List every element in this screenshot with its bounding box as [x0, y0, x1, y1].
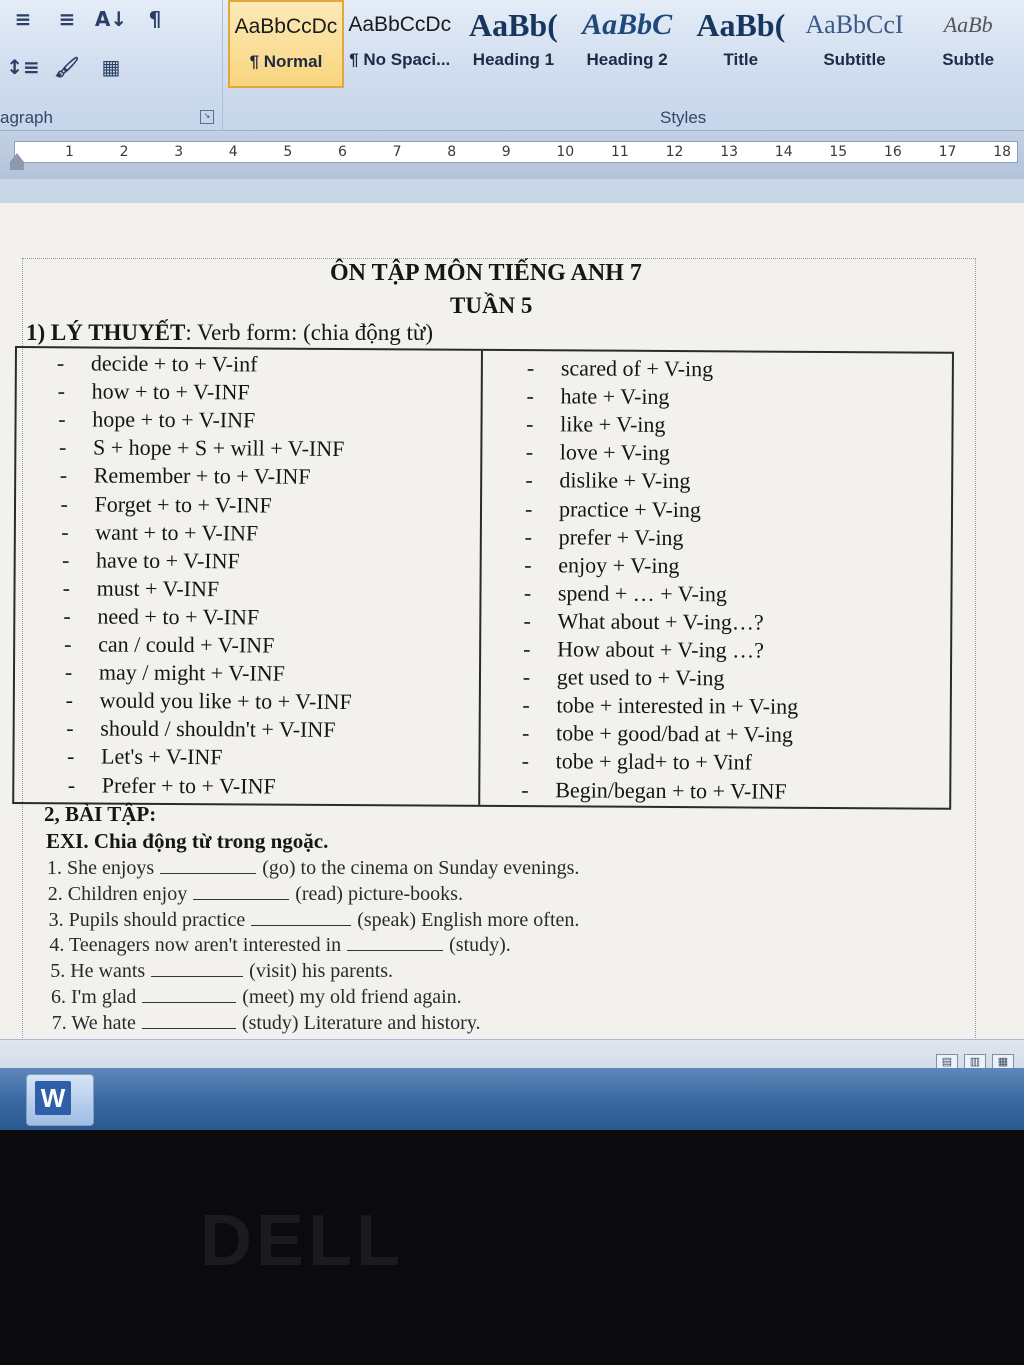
verb-rule-item	[61, 519, 258, 548]
table-column-divider	[478, 351, 483, 805]
indent-marker-icon[interactable]	[10, 139, 24, 175]
verb-rule-text: love + V-ing	[559, 439, 671, 466]
verb-rule-item	[521, 777, 787, 807]
bullet-dash: -	[61, 546, 70, 573]
ruler-number: 1	[65, 144, 74, 160]
show-hide-paragraph-icon[interactable]: ¶	[148, 7, 162, 31]
bullet-dash: -	[521, 720, 530, 746]
exercise-prompt: 2. Children enjoy	[47, 882, 188, 905]
style-name: Subtle	[942, 50, 995, 69]
bullet-dash: -	[524, 495, 533, 521]
style-normal[interactable]	[228, 0, 344, 88]
ruler-number: 16	[884, 144, 902, 160]
verb-rule-item	[65, 659, 285, 688]
sort-icon[interactable]: A↓	[94, 7, 128, 31]
section-1-heading	[26, 320, 433, 346]
bullet-dash: -	[63, 603, 71, 629]
decrease-indent-icon[interactable]: ≡	[14, 7, 32, 31]
paragraph-row-2	[8, 52, 126, 82]
verb-rule-text: hope + to + V-INF	[92, 406, 256, 433]
paragraph-group	[0, 0, 223, 130]
answer-blank[interactable]	[251, 907, 351, 926]
word-taskbar-button[interactable]	[26, 1074, 94, 1126]
exercise-prompt: 5. He wants	[50, 960, 146, 983]
verb-rule-text: Let's + V-INF	[101, 743, 223, 770]
ruler-number: 17	[938, 144, 957, 160]
verb-rule-text: prefer + V-ing	[558, 523, 684, 550]
style-title[interactable]	[683, 0, 799, 88]
exercise-prompt: 4. Teenagers now aren't interested in	[49, 934, 342, 957]
bullet-dash: -	[59, 462, 68, 488]
bullet-dash: -	[56, 350, 65, 376]
style-heading-2[interactable]	[569, 0, 685, 88]
verb-rule-item	[63, 603, 259, 632]
exercise-hint: (meet) my old friend again.	[242, 986, 462, 1008]
taskbar	[0, 1068, 1024, 1130]
bullet-dash: -	[67, 771, 76, 797]
verb-rule-text: practice + V-ing	[558, 495, 702, 522]
bullet-dash: -	[66, 715, 74, 741]
verb-rule-text: S + hope + S + will + V-INF	[92, 434, 345, 462]
verb-rule-text: tobe + glad+ to + Vinf	[555, 748, 752, 775]
style-name: Title	[723, 50, 759, 69]
ruler-number: 9	[501, 144, 511, 160]
bullet-dash: -	[522, 664, 531, 690]
bullet-dash: -	[64, 631, 72, 657]
verb-rule-item	[522, 720, 793, 750]
exercise-line	[48, 881, 463, 906]
verb-rule-text: need + to + V-INF	[97, 603, 260, 630]
style-preview: AaBb(	[468, 6, 558, 43]
ruler-number: 10	[556, 144, 575, 160]
bullet-dash: -	[61, 518, 69, 544]
style-name: ¶ No Spaci...	[349, 50, 451, 69]
ruler-number: 7	[392, 144, 402, 160]
ruler-number: 11	[611, 144, 629, 160]
exercise-prompt: 6. I'm glad	[51, 986, 137, 1008]
style-subtitle[interactable]	[797, 0, 913, 88]
exercise-line	[50, 958, 393, 983]
bullet-dash: -	[524, 551, 532, 577]
verb-rule-text: like + V-ing	[560, 411, 666, 438]
exercise-hint: (read) picture-books.	[295, 882, 463, 905]
exercise-hint: (study) Literature and history.	[241, 1011, 481, 1034]
verb-rule-text: Begin/began + to + V-INF	[555, 776, 787, 804]
monitor-bezel	[0, 1130, 1024, 1365]
verb-rule-text: How about + V-ing …?	[557, 636, 764, 663]
exercise-hint: (study).	[449, 934, 511, 957]
verb-rule-item	[523, 608, 763, 637]
document-title: ÔN TẬP MÔN TIẾNG ANH 7	[330, 260, 642, 286]
bullet-dash: -	[525, 467, 533, 493]
style-name: Heading 1	[472, 50, 555, 69]
verb-rule-item	[59, 435, 345, 465]
verb-rule-text: hate + V-ing	[560, 383, 670, 410]
bullet-dash: -	[525, 439, 534, 465]
exercise-prompt: 3. Pupils should practice	[48, 908, 246, 931]
verb-rule-text: tobe + good/bad at + V-ing	[555, 720, 793, 748]
horizontal-ruler[interactable]	[14, 141, 1018, 163]
styles-gallery	[228, 0, 1024, 92]
ruler-number: 15	[829, 144, 848, 160]
style-preview: AaBb(	[696, 6, 786, 43]
style-preview: AaBbCcDc	[348, 13, 452, 36]
verb-rule-item	[67, 744, 223, 773]
ruler-number: 3	[174, 144, 184, 160]
verb-rule-item	[58, 378, 250, 407]
verb-rule-item	[526, 439, 670, 468]
section-2-heading: 2, BÀI TẬP:	[44, 802, 157, 826]
print-layout-icon[interactable]: ▤	[936, 1054, 958, 1074]
verb-rule-item	[524, 580, 727, 609]
bullet-dash: -	[526, 383, 534, 409]
dell-logo: DELL	[200, 1201, 404, 1281]
verb-rule-item	[522, 692, 798, 722]
answer-blank[interactable]	[160, 855, 256, 874]
exercise-line	[52, 1010, 481, 1035]
verb-rule-text: how + to + V-INF	[91, 378, 250, 405]
ruler-number: 12	[665, 144, 684, 160]
bullet-dash: -	[65, 687, 74, 713]
exercise-line	[51, 984, 462, 1009]
styles-group-label: Styles	[660, 108, 707, 127]
line-spacing-icon[interactable]: ↕≡	[6, 55, 40, 79]
verb-rule-text: Remember + to + V-INF	[93, 462, 311, 490]
verb-rule-item	[58, 406, 255, 435]
verb-rule-item	[525, 496, 701, 525]
word-icon: W	[35, 1081, 71, 1115]
exercise-hint: (go) to the cinema on Sunday evenings.	[262, 857, 580, 879]
bullet-dash: -	[67, 743, 75, 769]
style-name: Heading 2	[586, 50, 668, 69]
ribbon	[0, 0, 1024, 131]
verb-rule-item	[60, 491, 271, 520]
verb-rule-item	[526, 383, 669, 412]
ruler-number: 4	[228, 144, 238, 160]
bullet-dash: -	[58, 434, 67, 460]
exercise-hint: (speak) English more often.	[357, 908, 580, 931]
answer-blank[interactable]	[142, 1010, 236, 1029]
bullet-dash: -	[521, 748, 530, 774]
verb-rule-item	[524, 552, 679, 581]
ruler-number: 5	[283, 144, 293, 160]
ruler-number: 18	[993, 144, 1012, 160]
exercise-heading: EXI. Chia động từ trong ngoặc.	[46, 829, 329, 853]
ruler-number: 8	[447, 144, 457, 160]
verb-rule-text: Prefer + to + V-INF	[101, 772, 276, 799]
ruler-number: 14	[774, 144, 793, 160]
style-subtle[interactable]	[910, 0, 1024, 88]
style-no-spacing[interactable]	[342, 0, 458, 88]
bullet-dash: -	[526, 355, 535, 381]
full-screen-reading-icon[interactable]: ▥	[964, 1054, 986, 1074]
exercise-prompt: 1. She enjoys	[47, 857, 155, 879]
verb-rule-text: have to + V-INF	[95, 547, 240, 574]
bullet-dash: -	[523, 579, 532, 605]
borders-icon[interactable]: ▦	[101, 55, 121, 79]
bullet-dash: -	[64, 659, 73, 685]
bullet-dash: -	[60, 490, 68, 516]
verb-rule-text: What about + V-ing…?	[557, 608, 764, 635]
verb-rule-text: get used to + V-ing	[556, 664, 725, 691]
exercise-line	[47, 855, 579, 880]
bullet-dash: -	[522, 692, 530, 718]
verb-rule-item	[523, 636, 764, 665]
ruler-strip	[0, 131, 1024, 179]
section-1-rest: : Verb form: (chia động từ)	[185, 320, 434, 345]
verb-rule-item	[66, 688, 352, 718]
increase-indent-icon[interactable]: ≡	[58, 7, 76, 31]
style-preview: AaBb	[943, 12, 993, 37]
verb-rule-text: must + V-INF	[96, 575, 220, 602]
answer-blank[interactable]	[142, 984, 236, 1003]
style-preview: AaBbCcI	[805, 10, 904, 39]
verb-rule-text: tobe + interested in + V-ing	[556, 692, 799, 719]
verb-rule-text: can / could + V-INF	[98, 631, 275, 658]
verb-rule-item	[63, 575, 220, 604]
section-1-prefix: 1) LÝ THUYẾT	[26, 320, 186, 345]
ruler-number: 6	[338, 144, 347, 160]
verb-rule-item	[525, 524, 684, 553]
verb-rule-item	[523, 664, 725, 693]
exercise-line	[49, 932, 510, 957]
bullet-dash: -	[526, 411, 534, 437]
verb-rule-text: dislike + V-ing	[559, 467, 691, 494]
verb-rule-item	[57, 350, 258, 379]
style-heading-1[interactable]	[456, 0, 572, 88]
ruler-number: 2	[119, 144, 129, 160]
style-name: ¶ Normal	[249, 52, 323, 71]
verb-rule-text: Forget + to + V-INF	[94, 490, 272, 518]
answer-blank[interactable]	[193, 881, 289, 900]
verb-rule-text: would you like + to + V-INF	[99, 687, 352, 715]
verb-rule-text: scared of + V-ing	[560, 355, 714, 382]
exercise-prompt: 7. We hate	[51, 1011, 136, 1034]
bullet-dash: -	[57, 378, 66, 404]
verb-rule-text: should / shouldn't + V-INF	[100, 715, 336, 743]
ruler-number: 13	[720, 144, 739, 160]
style-name: Subtitle	[823, 50, 886, 69]
style-preview: AaBbC	[582, 8, 673, 41]
verb-rule-item	[522, 748, 752, 777]
verb-rule-item	[66, 716, 335, 746]
verb-rule-text: may / might + V-INF	[98, 659, 285, 686]
verb-rule-item	[527, 355, 713, 384]
bullet-dash: -	[523, 636, 531, 662]
paragraph-group-label: agraph	[0, 108, 53, 127]
bullet-dash: -	[62, 575, 71, 601]
bullet-dash: -	[524, 523, 533, 549]
answer-blank[interactable]	[151, 958, 243, 977]
answer-blank[interactable]	[347, 932, 443, 951]
shading-icon[interactable]: 🖌	[54, 55, 80, 79]
paragraph-row-1	[8, 4, 170, 34]
verb-rule-item	[68, 772, 276, 801]
bullet-dash: -	[523, 608, 531, 634]
exercise-hint: (visit) his parents.	[249, 960, 394, 983]
web-layout-icon[interactable]: ▦	[992, 1054, 1014, 1074]
verb-rule-item	[60, 463, 311, 493]
document-subtitle: TUẦN 5	[450, 293, 533, 318]
verb-rule-item	[62, 547, 240, 576]
verb-rule-text: want + to + V-INF	[95, 519, 259, 546]
verb-rule-item	[64, 631, 274, 660]
exercise-line	[49, 907, 580, 932]
verb-rule-item	[526, 411, 665, 440]
verb-rule-text: spend + … + V-ing	[557, 580, 728, 607]
bullet-dash: -	[58, 406, 66, 432]
verb-form-table	[12, 346, 954, 810]
verb-rule-text: enjoy + V-ing	[558, 552, 680, 578]
dialog-launcher-icon[interactable]: ↘	[200, 110, 214, 124]
style-preview: AaBbCcDc	[234, 15, 338, 38]
verb-rule-text: decide + to + V-inf	[90, 350, 258, 377]
verb-rule-item	[525, 468, 690, 497]
bullet-dash: -	[521, 776, 529, 802]
